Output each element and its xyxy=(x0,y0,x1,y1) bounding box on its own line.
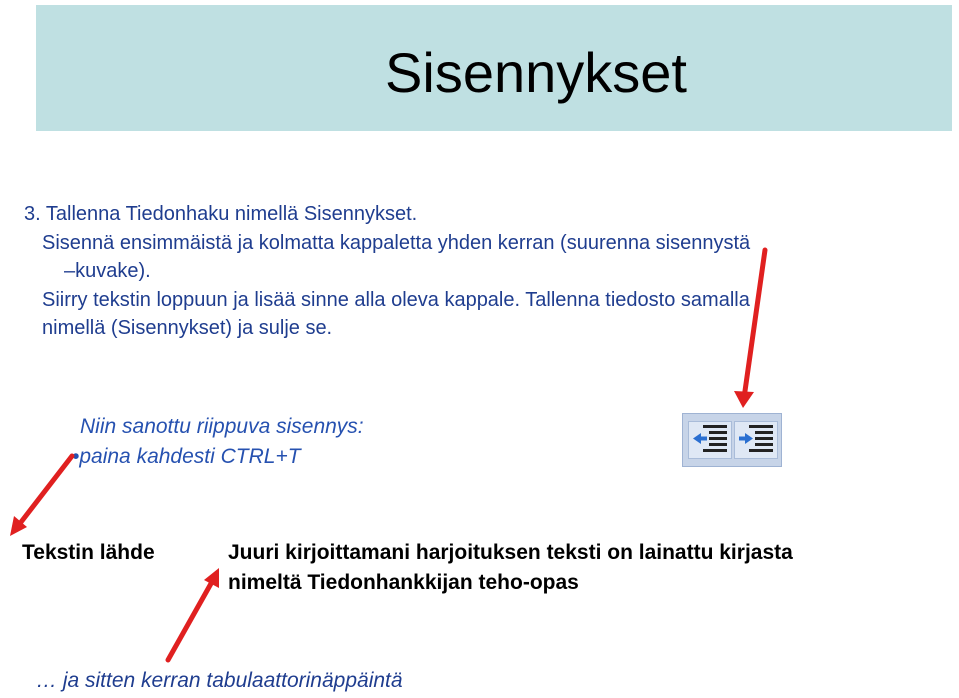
source-text xyxy=(228,538,928,598)
source-label: Tekstin lähde xyxy=(22,541,155,564)
footer-note: … ja sitten kerran tabulaattorinäppäintä xyxy=(36,669,403,692)
increase-indent-button[interactable] xyxy=(734,421,778,459)
decrease-indent-button[interactable] xyxy=(688,421,732,459)
instructions-block xyxy=(24,200,944,343)
title-bar xyxy=(36,5,952,131)
arrowhead-source-text xyxy=(204,568,219,588)
instruction-line: nimellä (Sisennykset) ja sulje se. xyxy=(42,317,333,339)
source-text-line: Juuri kirjoittamani harjoituksen teksti on lainattu kirjasta xyxy=(228,541,793,564)
indent-toolbar xyxy=(682,413,782,467)
arrow-to-source-text xyxy=(168,580,213,660)
arrow-to-source-label xyxy=(18,456,72,526)
hanging-indent-tip xyxy=(72,412,364,472)
instruction-line: 3. Tallenna Tiedonhaku nimellä Sisennykset. xyxy=(24,203,418,225)
tip-line: Niin sanottu riippuva sisennys: xyxy=(80,415,364,438)
decrease-indent-icon xyxy=(689,422,731,458)
arrowhead-source-label xyxy=(10,516,27,536)
increase-indent-icon xyxy=(735,422,777,458)
arrowhead-icon xyxy=(734,391,754,408)
tip-bullet: •paina kahdesti CTRL+T xyxy=(72,445,301,468)
slide-title: Sisennykset xyxy=(385,41,687,104)
instruction-line: Siirry tekstin loppuun ja lisää sinne alla oleva kappale. Tallenna tiedosto samalla xyxy=(42,288,750,311)
instruction-line: –kuvake). xyxy=(64,260,151,282)
instruction-line: Sisennä ensimmäistä ja kolmatta kappaletta yhden kerran (suurenna sisennystä xyxy=(42,231,751,254)
source-text-line: nimeltä Tiedonhankkijan teho-opas xyxy=(228,571,579,594)
